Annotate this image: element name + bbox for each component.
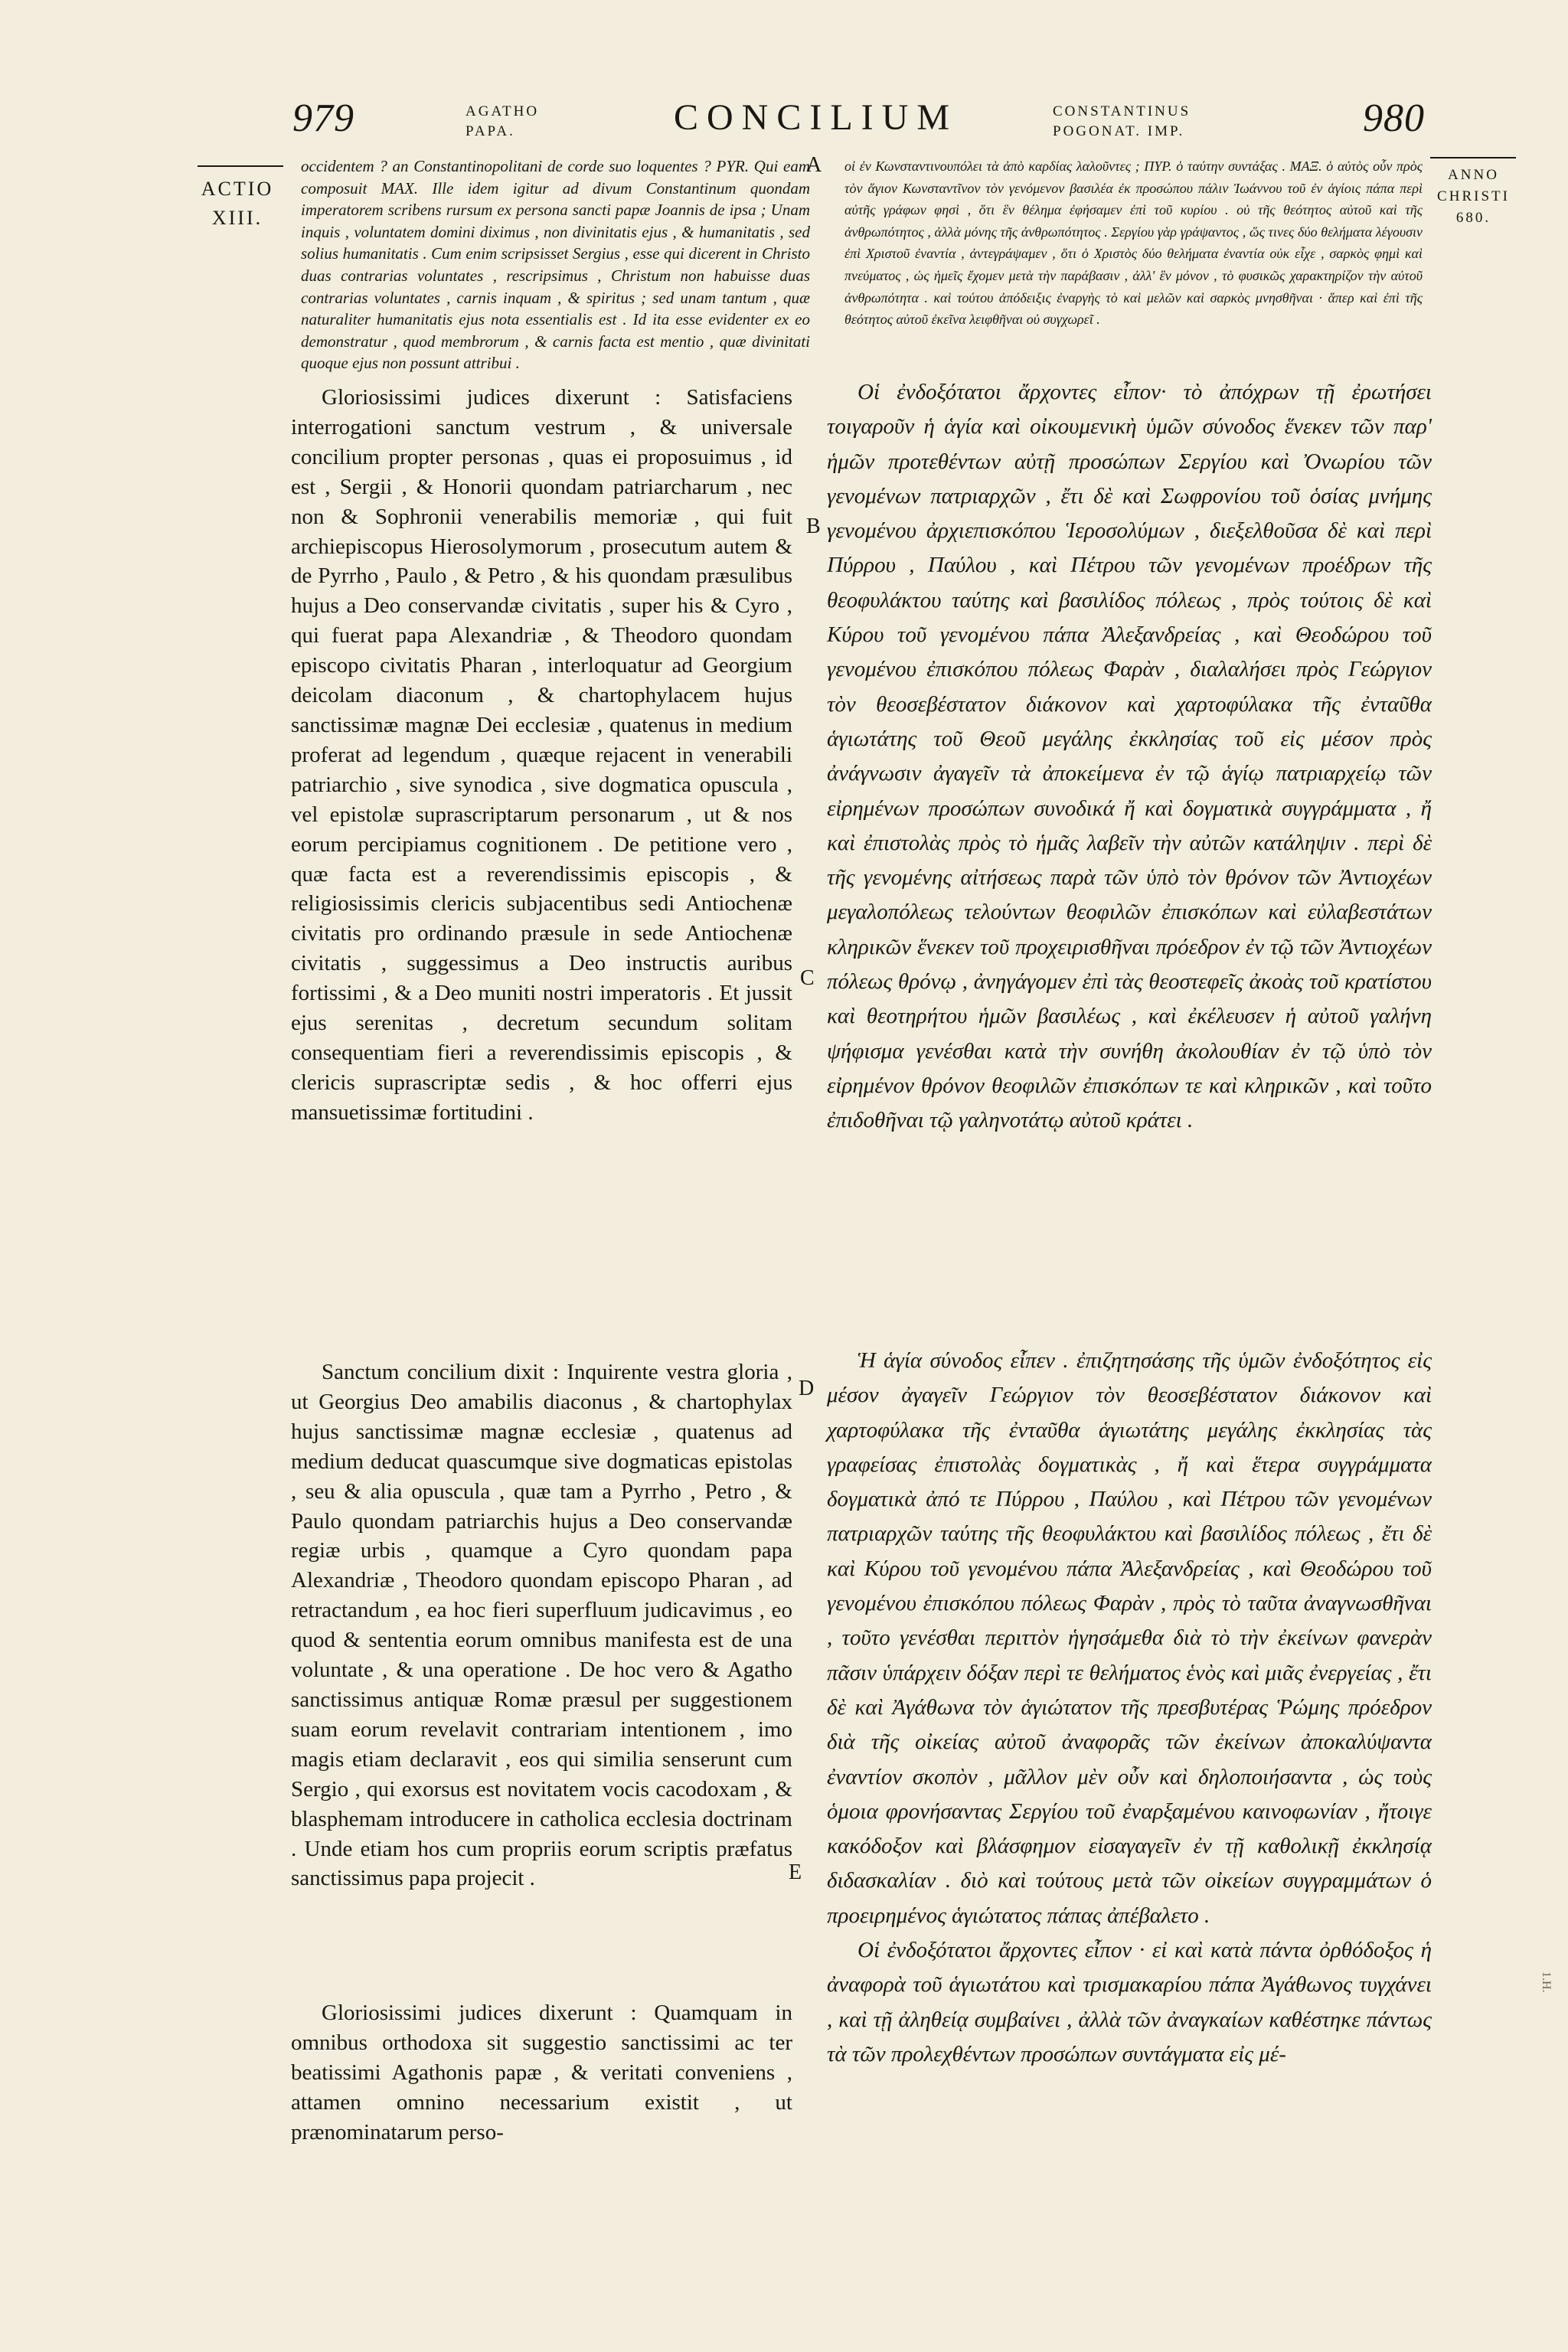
top-greek-text: οἱ ἐν Κωνσταντινουπόλει τὰ ἀπὸ καρδίας λαλοῦντες ; ΠΥΡ. ὁ ταύτην συντάξας . ΜΑΞ. ὁ αὐτὸς οὖν πρὸς τὸν ἅγιον Κωνσταντῖνον τὸν γενόμενον βασιλέα ἐκ προσώπου πάλιν Ἰωάννου τοῦ ἐν ἁγίοις πάπα περὶ αὐτῆς γράφων φησὶ , ὅτι ἓν θέλημα ἐφήσαμεν ἐπὶ τοῦ κυρίου . οὐ τῆς θεότητος αὐτοῦ καὶ τῆς ἀνθρωπότητος , ἀλλὰ μόνης τῆς ἀνθρωπότητος . Σεργίου γὰρ γράψαντος , ὥς τινες δύο θελήματα λέγουσιν ἐπὶ Χριστοῦ ἐναντία , ἀντεγράψαμεν , ὅτι ὁ Χριστὸς δύο θελήματα ἐναντία οὐκ εἶχε , σαρκὸς φημὶ καὶ πνεύματος , ὡς ἡμεῖς ἔχομεν μετὰ τὴν παράβασιν , ἀλλ' ἓν μόνον , τὸ φυσικῶς χαρακτηρίζον τὴν αὐτοῦ ἀνθρωπότητα . καὶ τούτου ἀπόδειξις ἐναργὴς τὸ καὶ μελῶν καὶ σαρκὸς μνησθῆναι · ἅπερ καὶ ἐπὶ τῆς θεότητος αὐτοῦ ἐκεῖνα λειφθῆναι οὐ συγχωρεῖ . (844, 158, 1423, 328)
page-number-right: 980 (1363, 96, 1425, 140)
section-letter-b: B (806, 514, 821, 538)
latin-paragraph-1 (291, 383, 792, 1128)
margin-stray-mark: 1.H. (1540, 1971, 1553, 1993)
latin-paragraph-2-text: Sanctum concilium dixit : Inquirente vestra gloria , ut Georgius Deo amabilis diaconus , & chartophylax hujus sanctissimæ magnæ ecclesiæ , quatenus ad medium deducat quascumque sive dogmaticas epistolas , seu & alia opuscula , quæ tam a Pyrrho , Petro , & Paulo quondam patriarchis hujus a Deo conservandæ regiæ urbis , quamque a Cyro quondam papa Alexandriæ , Theodoro quondam episcopo Pharan , ad retractandum , ea hoc fieri superfluum judicavimus , eo quod & sententia eorum omnibus manifesta est de una voluntate , & una operatione . De hoc vero & Agatho sanctissimus antiquæ Romæ præsul per suggestionem suam eorum revelavit contrariam intentionem , imo magis etiam declaravit , eos qui similia senserunt cum Sergio , qui exorsus est novitatem vocis cacodoxam , & blasphemam introducere in catholica ecclesia doctrinam . Unde etiam hos cum propriis eorum scriptis præfatus sanctissimus papa projecit . (291, 1360, 792, 1891)
section-letter-c: C (800, 966, 815, 990)
margin-actio-label: ACTIO (201, 178, 274, 200)
greek-paragraph-1 (827, 375, 1432, 1138)
header-left-label (466, 102, 539, 142)
greek-paragraph-3-text: Οἱ ἐνδοξότατοι ἄρχοντες εἶπον · εἰ καὶ κατὰ πάντα ὀρθόδοξος ἡ ἀναφορὰ τοῦ ἁγιωτάτου καὶ τρισμακαρίου πάπα Ἀγάθωνος τυγχάνει , καὶ τῇ ἀληθείᾳ συμβαίνει , ἀλλὰ τῶν ἀναγκαίων καθέστηκε πάντως τὰ τῶν προλεχθέντων προσώπων συντάγματα εἰς μέ- (827, 1938, 1432, 2066)
latin-paragraph-1-text: Gloriosissimi judices dixerunt : Satisfaciens interrogationi sanctum vestrum , & universale concilium propter personas , quas ei proposuimus , id est , Sergii , & Honorii quondam patriarcharum , nec non & Sophronii venerabilis memoriæ , qui fuit archiepiscopus Hierosolymorum , prosecutum autem & de Pyrrho , Paulo , & Petro , & his quondam præsulibus hujus a Deo conservandæ civitatis , super his & Cyro , qui fuerat papa Alexandriæ , & Theodoro quondam episcopo civitatis Pharan , interloquatur ad Georgium deicolam diaconum , & chartophylacem hujus sanctissimæ magnæ Dei ecclesiæ , quatenus in medium proferat ad legendum , quæque rejacent in venerabili patriarchio , sive synodica , sive dogmatica opuscula , vel epistolæ suprascriptarum personarum , ut & nos eorum percipiamus cognitionem . De petitione vero , quæ facta est a reverendissimis episcopis , & religiosissimis clericis subjacentibus sedi Antiochenæ civitatis pro ordinando præsule in sede Antiochenæ civitatis , suggessimus a Deo instructis auribus fortissimi , & a Deo muniti nostri imperatoris . Et jussit ejus serenitas , decretum secundum solitam consequentiam fieri a reverendissimis episcopis , & clericis suprascriptæ sedis , & hoc offerri ejus mansuetissimæ fortitudini . (291, 385, 792, 1125)
header-right-line-2: POGONAT. IMP. (1053, 123, 1185, 139)
page-number-left: 979 (292, 96, 354, 140)
margin-anno-label: ANNO (1448, 167, 1499, 183)
margin-note-anno (1433, 165, 1514, 229)
greek-paragraph-2-text: Ἡ ἁγία σύνοδος εἶπεν . ἐπιζητησάσης τῆς ὑμῶν ἐνδοξότητος εἰς μέσον ἀγαγεῖν Γεώργιον τὸν θεοσεβέστατον διάκονον καὶ χαρτοφύλακα τῆς ἐνταῦθα ἁγιωτάτης μεγάλης ἐκκλησίας τὰς γραφείσας ἐπιστολὰς δογματικὰς , ἤ καὶ ἕτερα συγγράμματα δογματικὰ ἀπό τε Πύρρου , Παύλου , καὶ Πέτρου τῶν γενομένων πατριαρχῶν ταύτης τῆς θεοφυλάκτου καὶ βασιλίδος πόλεως , ἔτι δὲ καὶ Κύρου τοῦ γενομένου πάπα Ἀλεξανδρείας , καὶ Θεοδώρου τοῦ γενομένου ἐπισκόπου πόλεως Φαρὰν , πρὸς τὸ ταῦτα ἀναγνωσθῆναι , τοῦτο γενέσθαι περιττὸν ἡγησάμεθα διὰ τὸ τὴν ἐκείνων φανερὰν πᾶσιν ὑπάρχειν δόξαν περὶ τε θελήματος ἑνὸς καὶ μιᾶς ἐνεργείας , ἔτι δὲ καὶ Ἀγάθωνα τὸν ἁγιώτατον τῆς πρεσβυτέρας Ῥώμης πρόεδρον διὰ τῆς οἰκείας αὐτοῦ ἀναφορᾶς τῶν ἐκείνων ἀποκαλύψαντα ἐναντίον σκοπὸν , μᾶλλον μὲν οὖν καὶ δηλοποιήσαντα , ὡς τοὺς ὁμοια φρονήσαντας Σεργίου τοῦ ἐναρξαμένου καινοφωνίαν , ἤτοιγε κακόδοξον καὶ βλάσφημον εἰσαγαγεῖν ἐν τῇ καθολικῇ ἐκκλησίᾳ διδασκαλίαν . διὸ καὶ τούτους μετὰ τῶν οἰκείων συγγραμμάτων ὁ προειρημένος ἁγιώτατος πάπας ἀπέβαλετο . (827, 1348, 1432, 1928)
margin-rule-left (198, 165, 283, 167)
running-title: CONCILIUM (674, 97, 958, 138)
header-right-line-1: CONSTANTINUS (1053, 103, 1191, 119)
top-latin-text: occidentem ? an Constantinopolitani de corde suo loquentes ? PYR. Qui eam composuit MAX. Ille idem igitur ad divum Constantinum quondam imperatorem scribens rursum ex persona sancti papæ Joannis de ipsa ; Unam inquis , voluntatem domini diximus , non divinitatis ejus , & humanitatis , sed solius humanitatis . Cum enim scripsisset Sergius , esse qui dicerent in Christo duas contrarias voluntates , rescripsimus , Christum non habuisse duas contrarias voluntates , carnis inquam , & spiritus ; sed unam tantum , quæ naturaliter humanitatis ejus nota essentialis est . Id ita esse evidenter ex eo demonstratur , quod membrorum , & carnis facta est mentio , quæ divinitati quoque ejus non possunt attribui . (301, 157, 810, 373)
greek-paragraph-1-text: Οἱ ἐνδοξότατοι ἄρχοντες εἶπον· τὸ ἀπόχρων τῇ ἐρωτήσει τοιγαροῦν ἡ ἁγία καὶ οἰκουμενικὴ ὑμῶν σύνοδος ἕνεκεν τῶν παρ' ἡμῶν προτεθέντων αὐτῇ προσώπων Σεργίου καὶ Ὀνωρίου τῶν γενομένων πατριαρχῶν , ἔτι δὲ καὶ Σωφρονίου τοῦ ὁσίας μνήμης γενομένου ἀρχιεπισκόπου Ἱεροσολύμων , διεξελθοῦσα δὲ καὶ περὶ Πύρρου , Παύλου , καὶ Πέτρου τῶν γενομένων προέδρων τῆς θεοφυλάκτου ταύτης καὶ βασιλίδος πόλεως , πρὸς τούτοις δὲ καὶ Κύρου τοῦ γενομένου πάπα Ἀλεξανδρείας , καὶ Θεοδώρου τοῦ γενομένου ἐπισκόπου πόλεως Φαρὰν , διαλαλήσει πρὸς Γεώργιον τὸν θεοσεβέστατον διάκονον καὶ χαρτοφύλακα τῆς ἐνταῦθα ἁγιωτάτης τοῦ Θεοῦ μεγάλης ἐκκλησίας τοῦ εἰς μέσον πρὸς ἀνάγνωσιν ἀγαγεῖν τὰ ἀποκείμενα ἐν τῷ ἁγίῳ πατριαρχείῳ τῶν εἰρημένων προσώπων συνοδικά ἤ καὶ δογματικὰ συγγράμματα , ἤ καὶ ἐπιστολὰς πρὸς τὸ ἡμᾶς λαβεῖν τὴν αὐτῶν κατάληψιν . περὶ δὲ τῆς γενομένης αἰτήσεως παρὰ τῶν ὑπὸ τὸν θρόνον τῶν Ἀντιοχέων μεγαλοπόλεως τελούντων θεοφιλῶν ἐπισκόπων καὶ εὐλαβεστάτων κληρικῶν ἕνεκεν τοῦ προχειρισθῆναι πρόεδρον ἐν τῷ τῶν Ἀντιοχέων πόλεως θρόνῳ , ἀνηγάγομεν ἐπὶ τὰς θεοστεφεῖς ἀκοὰς τοῦ κρατίστου καὶ θεοτηρήτου ἡμῶν βασιλέως , καὶ ἐκέλευσεν ἡ αὐτοῦ γαλήνη ψήφισμα γενέσθαι κατὰ τὴν συνήθη ἀκολουθίαν ἐν τῷ ὑπὸ τὸν εἰρημένον θρόνον θεοφιλῶν ἐπισκόπων τε καὶ κληρικῶν , καὶ τοῦτο ἐπιδοθῆναι τῷ γαληνοτάτῳ αὐτοῦ κράτει . (827, 380, 1432, 1133)
section-letter-a: A (806, 153, 822, 177)
latin-paragraph-3 (291, 1998, 792, 2148)
margin-note-actio (195, 175, 279, 233)
header-left-line-2: PAPA. (466, 123, 515, 139)
greek-paragraph-2 (827, 1344, 1432, 2072)
section-letter-e: E (789, 1860, 802, 1884)
section-letter-d: D (799, 1377, 815, 1400)
latin-paragraph-2 (291, 1357, 792, 1893)
header-left-line-1: AGATHO (466, 103, 540, 119)
header-right-label (1053, 102, 1191, 142)
margin-actio-number: XIII. (211, 207, 263, 229)
latin-paragraph-3-text: Gloriosissimi judices dixerunt : Quamquam in omnibus orthodoxa sit suggestio sanctissimi ac ter beatissimi Agathonis papæ , & veritati conveniens , attamen omnino necessarium existit , ut prænominatarum perso- (291, 2001, 792, 2145)
margin-christi-label: CHRISTI (1437, 188, 1510, 204)
margin-rule-right (1430, 157, 1516, 158)
margin-year: 680. (1455, 210, 1491, 226)
